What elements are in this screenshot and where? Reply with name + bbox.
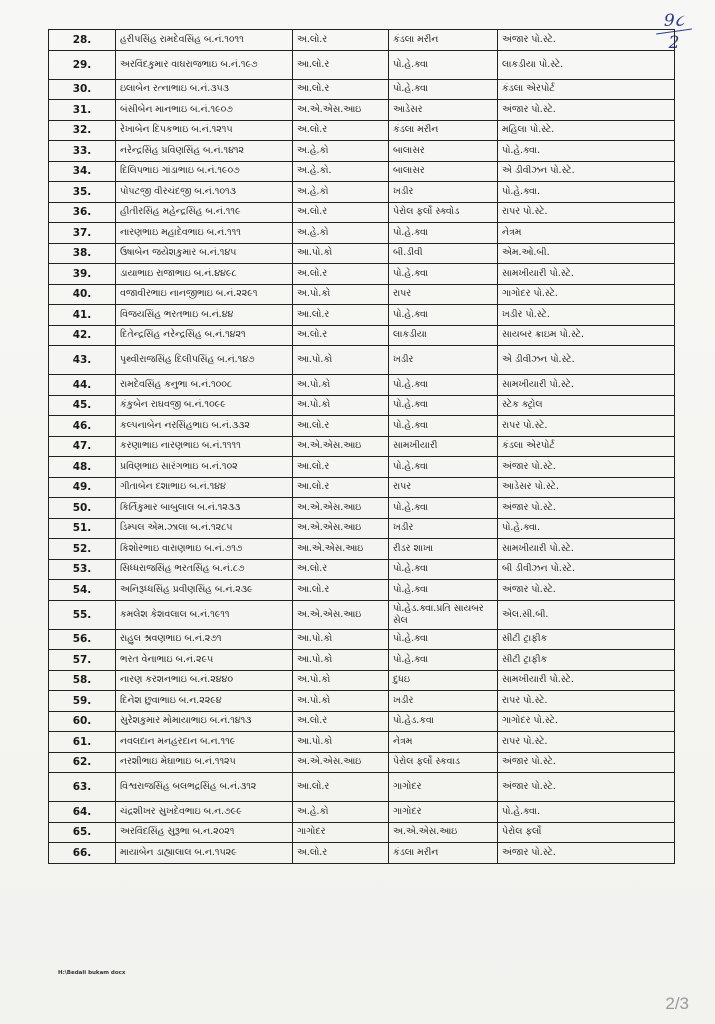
to-station: અંજાર પો.સ્ટે. (498, 580, 675, 601)
person-name: ઇલાબેન રત્નાભાઇ બ.નં.૩૫૩ (116, 79, 293, 100)
row-number: 61. (49, 732, 116, 753)
rank-cell: અ.પો.કો (293, 284, 389, 305)
row-number: 42. (49, 325, 116, 346)
rank-cell: અ.પો.કો (293, 691, 389, 712)
row-number: 34. (49, 161, 116, 182)
to-station: એલ.સી.બી. (498, 600, 675, 629)
rank-cell: અ.લો.ર (293, 711, 389, 732)
to-station: સાયબર ક્રાઇમ પો.સ્ટે. (498, 325, 675, 346)
rank-cell: અ.હે.કો (293, 223, 389, 244)
row-number: 51. (49, 518, 116, 539)
from-station: પો.હે.ક્વા (389, 416, 498, 437)
table-row (49, 498, 675, 519)
table-row (49, 284, 675, 305)
to-station: નેત્રમ (498, 223, 675, 244)
from-station: પો.હે.ક્વા (389, 498, 498, 519)
to-station: અંજાર પો.સ્ટે. (498, 30, 675, 51)
person-name: બંસીબેન માનભાઇ બ.નં.૧૯૦૭ (116, 100, 293, 121)
person-name: નવલદાન મનહરદાન બ.ન.૧૧૯ (116, 732, 293, 753)
person-name: હરીપસિંહ રામદેવસિંહ બ.નં.૧૦૧૧ (116, 30, 293, 51)
table-row (49, 243, 675, 264)
to-station: પો.હે.ક્વા. (498, 802, 675, 823)
to-station: સામખીયારી પો.સ્ટે. (498, 264, 675, 285)
page-indicator: 2/3 (665, 994, 689, 1013)
rank-cell: આ.લો.ર (293, 79, 389, 100)
person-name: પોપટજી વીરચંદજી બ.નં.૧૦૧૩ (116, 182, 293, 203)
person-name: પૃથ્વીરાજસિંહ દિલીપસિંહ બ.નં.૧૪૭ (116, 346, 293, 375)
table-row (49, 141, 675, 162)
person-name: કિશોરભાઇ વારાણભાઇ બ.નં.૭૧૭ (116, 539, 293, 560)
table-row (49, 773, 675, 802)
to-station: કંડલા એરપોર્ટ (498, 436, 675, 457)
row-number: 46. (49, 416, 116, 437)
row-number: 31. (49, 100, 116, 121)
table-row (49, 305, 675, 326)
to-station: મહિલા પો.સ્ટે. (498, 120, 675, 141)
person-name: નરશીભાઇ મેઘાભાઇ બ.નં.૧૧૨૫ (116, 752, 293, 773)
rank-cell: અ.લો.ર (293, 202, 389, 223)
to-station: આડેસર પો.સ્ટે. (498, 477, 675, 498)
to-station: સીટી ટ્રાફીક (498, 650, 675, 671)
rank-cell: આ.લો.ર (293, 580, 389, 601)
row-number: 53. (49, 559, 116, 580)
from-station: દુધઇ (389, 670, 498, 691)
table-row (49, 600, 675, 629)
person-name: ચંદ્રશીખર સુખદેવભાઇ બ.ન.૭૯૯ (116, 802, 293, 823)
table-row (49, 559, 675, 580)
rank-cell: આ.પો.કો (293, 732, 389, 753)
to-station: પેરોલ ફર્લો (498, 822, 675, 843)
rank-cell: આ.પો.કો (293, 629, 389, 650)
person-name: વજાવીરભાઇ નાનજીભાઇ બ.નં.૨૨૯૧ (116, 284, 293, 305)
person-name: અરવિંદકુમાર વાઘરાજભાઇ બ.નં.૧૯૭ (116, 50, 293, 79)
person-name: કરણાભાઇ નારણભાઇ બ.નં.૧૧૧૧ (116, 436, 293, 457)
from-station: પો.હે.ક્વા (389, 223, 498, 244)
row-number: 59. (49, 691, 116, 712)
rank-cell: અ.હે.કો. (293, 161, 389, 182)
row-number: 36. (49, 202, 116, 223)
to-station: ખડીર પો.સ્ટે. (498, 305, 675, 326)
to-station: પો.હે.ક્વા. (498, 141, 675, 162)
table-row (49, 650, 675, 671)
rank-cell: આ.લો.ર (293, 416, 389, 437)
to-station: સીટી ટ્રાફીક (498, 629, 675, 650)
rank-cell: અ.હે.કો (293, 802, 389, 823)
table-row (49, 223, 675, 244)
to-station: લાકડીયા પો.સ્ટે. (498, 50, 675, 79)
from-station: પો.હેડ.કવા (389, 711, 498, 732)
from-station: પો.હે.ક્વા (389, 375, 498, 396)
table-row (49, 79, 675, 100)
to-station: રાપર પો.સ્ટે. (498, 691, 675, 712)
table-row (49, 477, 675, 498)
from-station: અ.એ.એસ.આઇ (389, 822, 498, 843)
to-station: એમ.ઓ.બી. (498, 243, 675, 264)
to-station: સામખીયારી પો.સ્ટે. (498, 670, 675, 691)
row-number: 32. (49, 120, 116, 141)
row-number: 38. (49, 243, 116, 264)
from-station: પો.હે.ક્વા (389, 395, 498, 416)
from-station: બાલાસર (389, 161, 498, 182)
person-name: રાહુલ શ્રવણભાઇ બ.નં.૨૭૧ (116, 629, 293, 650)
person-name: ડાયાભાઇ રાજાભાઇ બ.નં.૪૪૯૮ (116, 264, 293, 285)
rank-cell: આ.લો.ર (293, 477, 389, 498)
from-station: ખડીર (389, 182, 498, 203)
row-number: 29. (49, 50, 116, 79)
transfer-table-body (49, 30, 675, 864)
to-station: સામખીયારી પો.સ્ટે. (498, 375, 675, 396)
person-name: ઉષાબેન જયેશકુમાર બ.નં.૧૪૫ (116, 243, 293, 264)
person-name: કંકુબેન રાઘવજી બ.નં.૧૦૯૯ (116, 395, 293, 416)
row-number: 35. (49, 182, 116, 203)
rank-cell: આ.લો.ર (293, 50, 389, 79)
from-station: પો.હેડ.ક્વા.પ્રતિ સાયબર સેલ (389, 600, 498, 629)
rank-cell: આ.લો.ર (293, 773, 389, 802)
person-name: ડિમ્પલ એમ.ઝાલા બ.નં.૧૨૮૫ (116, 518, 293, 539)
from-station: લાકડીયા (389, 325, 498, 346)
row-number: 30. (49, 79, 116, 100)
rank-cell: અ.લો.ર (293, 843, 389, 864)
to-station: અંજાર પો.સ્ટે. (498, 752, 675, 773)
table-row (49, 120, 675, 141)
row-number: 43. (49, 346, 116, 375)
to-station: સામખીયારી પો.સ્ટે. (498, 539, 675, 560)
table-row (49, 518, 675, 539)
row-number: 60. (49, 711, 116, 732)
to-station: સ્ટેક ક્ટ્રોલ (498, 395, 675, 416)
rank-cell: અ.પો.કો (293, 670, 389, 691)
from-station: પો.હે.ક્વા (389, 305, 498, 326)
rank-cell: અ.લો.ર (293, 120, 389, 141)
from-station: ખડીર (389, 518, 498, 539)
rank-cell: આ.એ.એસ.આઇ (293, 539, 389, 560)
to-station: રાપર પો.સ્ટે. (498, 202, 675, 223)
row-number: 33. (49, 141, 116, 162)
from-station: રાપર (389, 284, 498, 305)
table-row (49, 629, 675, 650)
row-number: 44. (49, 375, 116, 396)
person-name: અનિરૂધ્ધસિંહ પ્રવીણસિંહ બ.નં.૨૩૯ (116, 580, 293, 601)
rank-cell: અ.લો.ર (293, 559, 389, 580)
table-row (49, 843, 675, 864)
person-name: અરવિંદસિંહ સુરૂભા બ.ન.૨૦૨૧ (116, 822, 293, 843)
table-row (49, 822, 675, 843)
to-station: પો.હે.ક્વા. (498, 182, 675, 203)
table-row (49, 802, 675, 823)
rank-cell: અ.લો.ર (293, 325, 389, 346)
table-row (49, 436, 675, 457)
row-number: 37. (49, 223, 116, 244)
row-number: 62. (49, 752, 116, 773)
person-name: કમલેશ કેશવલાલ બ.નં.૧૯૧૧ (116, 600, 293, 629)
table-row (49, 580, 675, 601)
rank-cell: આ.પો.કો (293, 243, 389, 264)
to-station: એ ડીવીઝન પો.સ્ટે. (498, 346, 675, 375)
rank-cell: આ.લો.ર (293, 457, 389, 478)
row-number: 65. (49, 822, 116, 843)
table-row (49, 457, 675, 478)
from-station: બાલાસર (389, 141, 498, 162)
table-row (49, 50, 675, 79)
rank-cell: અ.લો.ર (293, 264, 389, 285)
from-station: કંડલા મરીન (389, 843, 498, 864)
person-name: દિલિપભાઇ ગાંડાભાઇ બ.નં.૧૯૦૭ (116, 161, 293, 182)
from-station: પેરોલ ફર્લો સ્ક્વોડ (389, 202, 498, 223)
rank-cell: ગાગોદર (293, 822, 389, 843)
person-name: કલ્પનાબેન નરસિંહભાઇ બ.નં.૩૩૨ (116, 416, 293, 437)
from-station: સામખીયારી (389, 436, 498, 457)
handwritten-note-top: 9૮ (663, 11, 685, 31)
rank-cell: આ.પો.કો (293, 346, 389, 375)
from-station: ગાગોદર (389, 802, 498, 823)
table-row (49, 539, 675, 560)
row-number: 49. (49, 477, 116, 498)
row-number: 45. (49, 395, 116, 416)
person-name: સુરેશકુમાર મોમાયાભાઇ બ.નં.૧૪૧૩ (116, 711, 293, 732)
rank-cell: અ.એ.એસ.આઇ (293, 518, 389, 539)
from-station: પો.હે.ક્વા (389, 580, 498, 601)
rank-cell: અ.હે.કો (293, 182, 389, 203)
from-station: પો.હે.ક્વા (389, 79, 498, 100)
from-station: આડેસર (389, 100, 498, 121)
from-station: રીડર શાખા (389, 539, 498, 560)
from-station: પો.હે.ક્વા (389, 559, 498, 580)
to-station: અંજાર પો.સ્ટે. (498, 843, 675, 864)
from-station: ખડીર (389, 346, 498, 375)
row-number: 39. (49, 264, 116, 285)
person-name: નારણ કરશનભાઇ બ.નં.૨૪૪૦ (116, 670, 293, 691)
rank-cell: અ.એ.એસ.આઇ (293, 100, 389, 121)
row-number: 41. (49, 305, 116, 326)
table-row (49, 732, 675, 753)
person-name: દિતેન્દ્રસિંહ નરેન્દ્રસિંહ બ.નં.૧૪૨૧ (116, 325, 293, 346)
rank-cell: અ.પો.કો (293, 395, 389, 416)
handwritten-note-bottom: 2 (668, 33, 680, 53)
row-number: 57. (49, 650, 116, 671)
from-station: પો.હે.ક્વા (389, 457, 498, 478)
transfer-table (48, 29, 675, 864)
row-number: 66. (49, 843, 116, 864)
rank-cell: અ.પો.કો (293, 375, 389, 396)
rank-cell: આ.લો.ર (293, 305, 389, 326)
from-station: પો.હે.ક્વા (389, 50, 498, 79)
row-number: 58. (49, 670, 116, 691)
to-station: બી ડીવીઝન પો.સ્ટે. (498, 559, 675, 580)
table-row (49, 202, 675, 223)
rank-cell: અ.લો.ર (293, 30, 389, 51)
table-row (49, 100, 675, 121)
person-name: ગીતાબેન દશાભાઇ બ.નં.૧૪૪ (116, 477, 293, 498)
rank-cell: અ.એ.એસ.આઇ (293, 436, 389, 457)
from-station: રાપર (389, 477, 498, 498)
to-station: રાપર પો.સ્ટે. (498, 732, 675, 753)
table-row (49, 416, 675, 437)
person-name: વિશ્વરાજસિંહ બલભદ્રસિંહ બ.નં.૩૧૨ (116, 773, 293, 802)
person-name: માયાબેન ડાહ્યાલાલ બ.ન.૧૫૨૯ (116, 843, 293, 864)
table-row (49, 711, 675, 732)
table-row (49, 752, 675, 773)
person-name: દિનેશ છુવાભાઇ બ.ન.૨૨૯૪ (116, 691, 293, 712)
table-row (49, 670, 675, 691)
table-row (49, 182, 675, 203)
to-station: ગાગોદર પો.સ્ટે. (498, 711, 675, 732)
table-row (49, 161, 675, 182)
person-name: વિજયસિંહ ભરતભાઇ બ.નં.૪૪ (116, 305, 293, 326)
from-station: પો.હે.ક્વા (389, 650, 498, 671)
table-row (49, 30, 675, 51)
from-station: ગાગોદર (389, 773, 498, 802)
from-station: પેરોલ ફર્લો સ્કવાડ (389, 752, 498, 773)
row-number: 28. (49, 30, 116, 51)
to-station: એ ડીવીઝન પો.સ્ટે. (498, 161, 675, 182)
rank-cell: અ.એ.એસ.આઇ (293, 600, 389, 629)
person-name: કિર્તિકુમાર બાબુલાલ બ.નં.૧૨૩૩ (116, 498, 293, 519)
from-station: બી.ડીવી (389, 243, 498, 264)
rank-cell: અ.હે.કો (293, 141, 389, 162)
to-station: ગાગોદર પો.સ્ટે. (498, 284, 675, 305)
to-station: પો.હે.ક્વા. (498, 518, 675, 539)
row-number: 55. (49, 600, 116, 629)
to-station: અંજાર પો.સ્ટે. (498, 498, 675, 519)
rank-cell: અ.એ.એસ.આઇ (293, 752, 389, 773)
to-station: કંડલા એરપોર્ટ (498, 79, 675, 100)
person-name: નરેન્દ્રસિંહ પ્રવિણસિંહ બ.નં.૧૪૧૨ (116, 141, 293, 162)
row-number: 63. (49, 773, 116, 802)
row-number: 56. (49, 629, 116, 650)
table-row (49, 264, 675, 285)
row-number: 50. (49, 498, 116, 519)
from-station: કંડલા મરીન (389, 120, 498, 141)
from-station: નેત્રમ (389, 732, 498, 753)
table-row (49, 325, 675, 346)
from-station: ખડીર (389, 691, 498, 712)
row-number: 54. (49, 580, 116, 601)
row-number: 48. (49, 457, 116, 478)
row-number: 64. (49, 802, 116, 823)
person-name: ભરત વેનાભાઇ બ.નં.૨૯૫ (116, 650, 293, 671)
person-name: રેખાબેન દિપકભાઇ બ.નં.૧૨૧૫ (116, 120, 293, 141)
to-station: અંજાર પો.સ્ટે. (498, 773, 675, 802)
person-name: રામદેવસિંહ કનુભા બ.નં.૧૦૦૮ (116, 375, 293, 396)
person-name: પ્રવિણભાઇ સારંગભાઇ બ.નં.૧૦૨ (116, 457, 293, 478)
from-station: પો.હે.ક્વા (389, 264, 498, 285)
row-number: 40. (49, 284, 116, 305)
table-row (49, 395, 675, 416)
to-station: અંજાર પો.સ્ટે. (498, 457, 675, 478)
to-station: રાપર પો.સ્ટે. (498, 416, 675, 437)
table-row (49, 691, 675, 712)
row-number: 47. (49, 436, 116, 457)
person-name: સિધ્ધરાજસિંહ ભરતસિંહ બ.નં.૮૭ (116, 559, 293, 580)
person-name: નારણભાઇ મહાદેવભાઇ બ.નં.૧૧૧ (116, 223, 293, 244)
table-row (49, 375, 675, 396)
footer-file-path: H:\Bedali bukam docx (58, 970, 126, 976)
rank-cell: આ.પો.કો (293, 650, 389, 671)
from-station: કંડલા મરીન (389, 30, 498, 51)
rank-cell: અ.એ.એસ.આઇ (293, 498, 389, 519)
to-station: અંજાર પો.સ્ટે. (498, 100, 675, 121)
from-station: પો.હે.ક્વા (389, 629, 498, 650)
row-number: 52. (49, 539, 116, 560)
table-row (49, 346, 675, 375)
person-name: હીતીરસિંહ મહેન્દ્રસિંહ બ.નં.૧૧૯ (116, 202, 293, 223)
